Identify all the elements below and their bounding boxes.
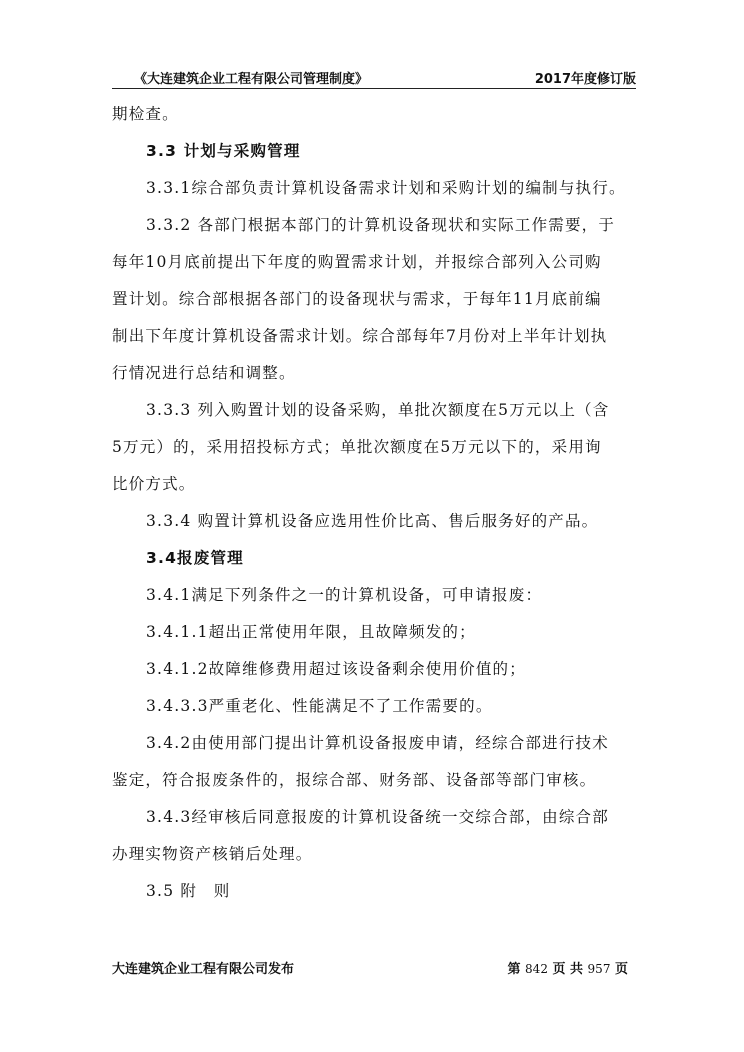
page-total: 957 bbox=[587, 962, 611, 976]
body-line: 3.4.2由使用部门提出计算机设备报废申请，经综合部进行技术 bbox=[146, 734, 609, 752]
body-line: 办理实物资产核销后处理。 bbox=[112, 845, 313, 863]
document-body bbox=[112, 96, 636, 910]
page-header bbox=[112, 66, 636, 89]
section-heading-3-4: 3.4报废管理 bbox=[146, 549, 244, 567]
body-line: 每年10月底前提出下年度的购置需求计划，并报综合部列入公司购 bbox=[112, 253, 602, 271]
body-line: 鉴定，符合报废条件的，报综合部、财务部、设备部等部门审核。 bbox=[112, 771, 597, 789]
footer-page-number bbox=[508, 958, 629, 977]
body-line: 3.4.3经审核后同意报废的计算机设备统一交综合部，由综合部 bbox=[146, 808, 609, 826]
body-line: 3.3.4 购置计算机设备应选用性价比高、售后服务好的产品。 bbox=[146, 512, 599, 530]
body-line: 3.4.1.2故障维修费用超过该设备剩余使用价值的； bbox=[146, 660, 526, 678]
body-line: 行情况进行总结和调整。 bbox=[112, 364, 296, 382]
page-prefix: 第 bbox=[507, 962, 521, 977]
body-line: 5万元）的，采用招投标方式；单批次额度在5万元以下的，采用询 bbox=[112, 438, 602, 456]
page-footer bbox=[112, 958, 636, 980]
body-line: 3.3.1综合部负责计算机设备需求计划和采购计划的编制与执行。 bbox=[146, 179, 626, 197]
section-heading-3-5: 3.5 附 则 bbox=[146, 882, 231, 900]
body-line: 3.4.3.3严重老化、性能满足不了工作需要的。 bbox=[146, 697, 493, 715]
body-line: 置计划。综合部根据各部门的设备现状与需求，于每年11月底前编 bbox=[112, 290, 602, 308]
header-version: 2017年度修订版 bbox=[534, 72, 636, 87]
header-document-title: 《大连建筑企业工程有限公司管理制度》 bbox=[134, 72, 369, 87]
section-heading-3-3: 3.3 计划与采购管理 bbox=[146, 142, 301, 160]
page-current: 842 bbox=[525, 962, 548, 976]
body-line: 期检查。 bbox=[112, 105, 179, 123]
page-mid: 页 共 bbox=[552, 962, 584, 977]
body-line: 3.4.1满足下列条件之一的计算机设备，可申请报废： bbox=[146, 586, 543, 604]
footer-publisher: 大连建筑企业工程有限公司发布 bbox=[112, 962, 295, 977]
body-line: 3.4.1.1超出正常使用年限，且故障频发的； bbox=[146, 623, 476, 641]
body-line: 3.3.3 列入购置计划的设备采购，单批次额度在5万元以上（含 bbox=[146, 401, 610, 419]
body-line: 比价方式。 bbox=[112, 475, 196, 493]
body-line: 3.3.2 各部门根据本部门的计算机设备现状和实际工作需要，于 bbox=[146, 216, 616, 234]
page-suffix: 页 bbox=[614, 962, 628, 977]
body-line: 制出下年度计算机设备需求计划。综合部每年7月份对上半年计划执 bbox=[112, 327, 608, 345]
